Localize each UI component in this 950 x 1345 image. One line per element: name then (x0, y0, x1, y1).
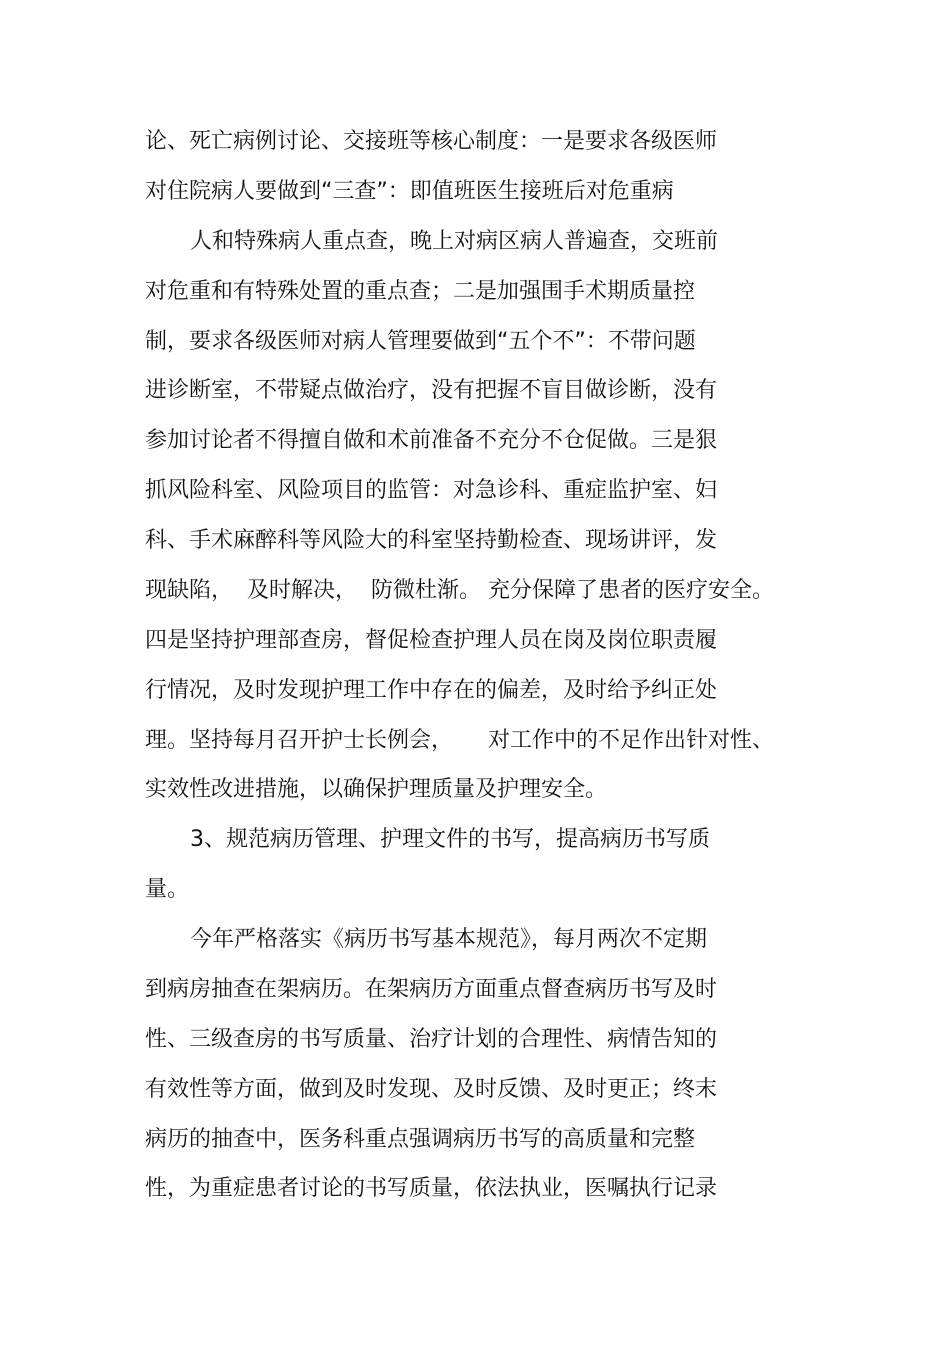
text-line: 人和特殊病人重点查，晚上对病区病人普遍查，交班前 (190, 229, 719, 254)
text-line: 有效性等方面，做到及时发现、及时反馈、及时更正；终末 (145, 1077, 718, 1102)
section-heading: 3、规范病历管理、护理文件的书写，提高病历书写质 (190, 827, 710, 852)
text-line: 病历的抽查中，医务科重点强调病历书写的高质量和完整 (145, 1127, 696, 1152)
text-line: 科、手术麻醉科等风险大的科室坚持勤检查、现场讲评，发 (145, 528, 718, 553)
text-line: 今年严格落实《病历书写基本规范》，每月两次不定期 (190, 927, 708, 952)
text-line: 行情况，及时发现护理工作中存在的偏差，及时给予纠正处 (145, 678, 718, 703)
text-line: 理。坚持每月召开护士长例会， 对工作中的不足作出针对性、 (145, 728, 774, 753)
text-line: 性，为重症患者讨论的书写质量，依法执业，医嘱执行记录 (145, 1176, 718, 1201)
text-line: 论、死亡病例讨论、交接班等核心制度：一是要求各级医师 (145, 129, 718, 154)
text-line: 参加讨论者不得擅自做和术前准备不充分不仓促做。三是狠 (145, 428, 718, 453)
text-line: 对住院病人要做到“三查”：即值班医生接班后对危重病 (145, 179, 674, 204)
text-line: 现缺陷， 及时解决， 防微杜渐。 充分保障了患者的医疗安全。 (145, 578, 774, 603)
text-line: 到病房抽查在架病历。在架病历方面重点督查病历书写及时 (145, 977, 718, 1002)
text-line: 性、三级查房的书写质量、治疗计划的合理性、病情告知的 (145, 1027, 718, 1052)
text-line: 进诊断室，不带疑点做治疗，没有把握不盲目做诊断，没有 (145, 378, 718, 403)
text-line: 实效性改进措施，以确保护理质量及护理安全。 (145, 777, 608, 802)
text-line: 量。 (145, 877, 190, 902)
text-line: 对危重和有特殊处置的重点查；二是加强围手术期质量控 (145, 279, 696, 304)
text-line: 四是坚持护理部查房，督促检查护理人员在岗及岗位职责履 (145, 628, 718, 653)
text-line: 制，要求各级医师对病人管理要做到“五个不”：不带问题 (145, 329, 696, 354)
text-line: 抓风险科室、风险项目的监管：对急诊科、重症监护室、妇 (145, 478, 718, 503)
